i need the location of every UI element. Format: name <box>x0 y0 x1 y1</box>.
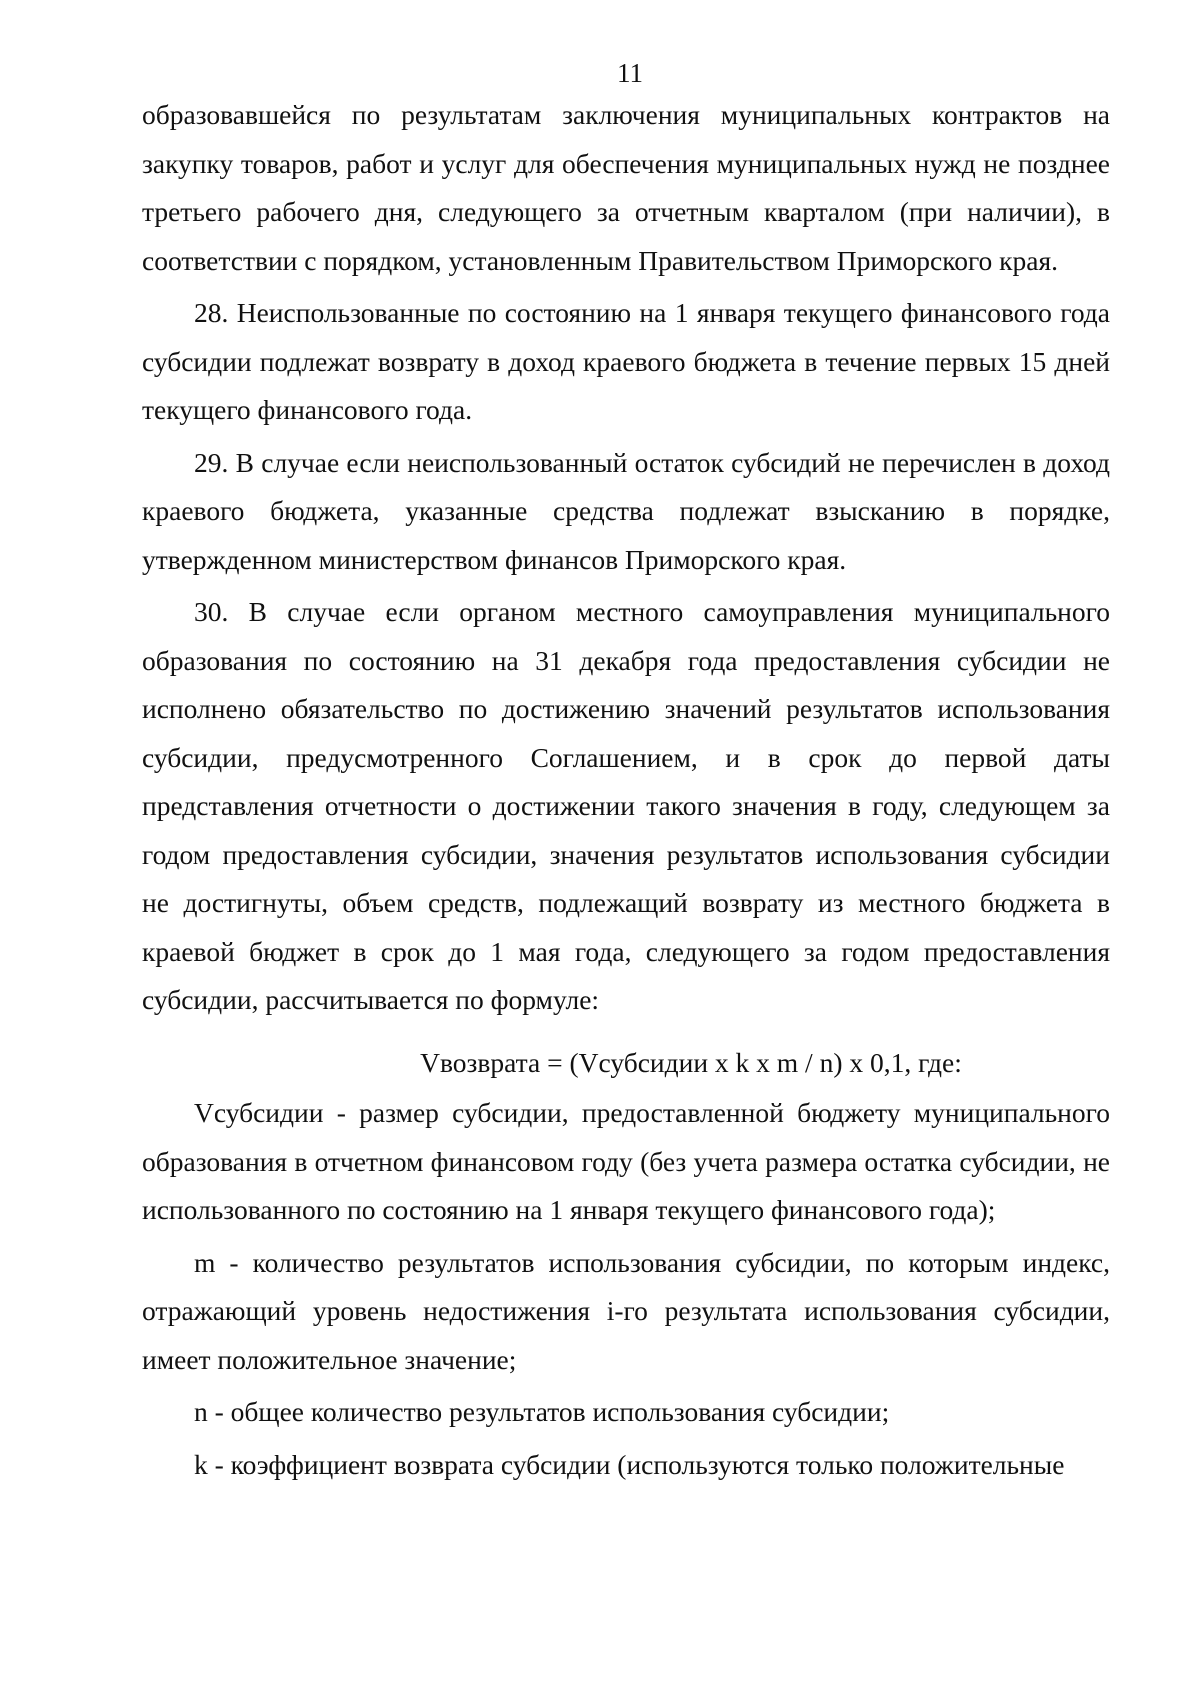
definition-m: m - количество результатов использования субсидии, по которым индекс, отражающий уровень недостижения i-го результата использования субсидии, имеет положительное значение; <box>142 1246 1110 1375</box>
definition-v-subsidy: Vсубсидии - размер субсидии, предоставленной бюджету муниципального образования в отчетном финансовом году (без учета размера остатка субсидии, не использованного по состоянию на 1 января текущего финансового года); <box>142 1097 1110 1225</box>
definition-n: n - общее количество результатов использования субсидии; <box>194 1396 890 1427</box>
paragraph-30: 30. В случае если органом местного самоуправления муниципального образования по состоянию на 31 декабря года предоставления субсидии не исполнено обязательство по достижению значений результатов использования субсидии, предусмотренного Соглашением, и в срок до первой даты представления отчетности о достижении такого значения в году, следующем за годом предоставления субсидии, значения результатов использования субсидии не достигнуты, объем средств, подлежащий возврату из местного бюджета в краевой бюджет в срок до 1 мая года, следующего за годом предоставления субсидии, рассчитывается по формуле: <box>142 596 1110 1015</box>
document-body <box>142 91 1110 1489</box>
paragraph-29: 29. В случае если неиспользованный остаток субсидий не перечислен в доход краевого бюджета, указанные средства подлежат взысканию в порядке, утвержденном министерством финансов Приморского края. <box>142 446 1110 575</box>
paragraph-28: 28. Неиспользованные по состоянию на 1 января текущего финансового года субсидии подлежат возврату в доход краевого бюджета в течение первых 15 дней текущего финансового года. <box>142 297 1110 425</box>
paragraph-continuation: образовавшейся по результатам заключения муниципальных контрактов на закупку товаров, работ и услуг для обеспечения муниципальных нужд не позднее третьего рабочего дня, следующего за отчетным кварталом (при наличии), в соответствии с порядком, установленным Правительством Приморского края. <box>142 99 1110 276</box>
formula: Vвозврата = (Vсубсидии x k x m / n) x 0,1, где: <box>420 1046 962 1078</box>
page-number: 11 <box>617 58 643 88</box>
definition-k: k - коэффициент возврата субсидии (используются только положительные <box>194 1448 1065 1480</box>
